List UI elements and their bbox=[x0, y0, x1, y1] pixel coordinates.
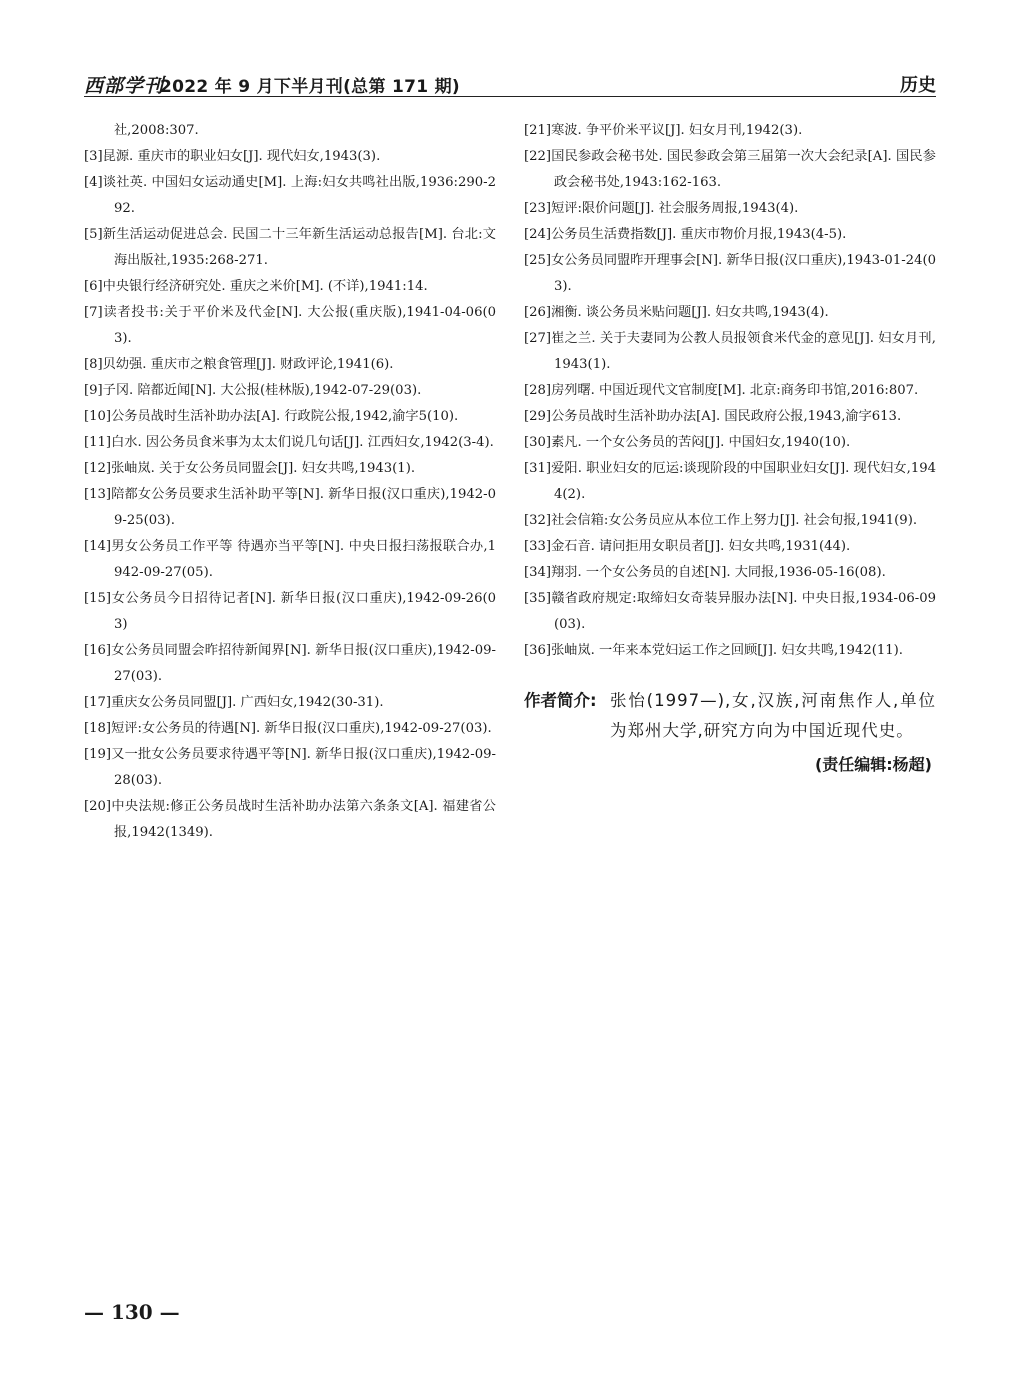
reference-item: [17]重庆女公务员同盟[J]. 广西妇女,1942(30-31). bbox=[84, 695, 384, 710]
reference-item: [11]白水. 因公务员食米事为太太们说几句话[J]. 江西妇女,1942(3-4). bbox=[84, 435, 494, 450]
reference-item: [4]谈社英. 中国妇女运动通史[M]. 上海:妇女共鸣社出版,1936:290-292. bbox=[84, 175, 496, 216]
reference-item: [36]张岫岚. 一年来本党妇运工作之回顾[J]. 妇女共鸣,1942(11). bbox=[524, 643, 903, 658]
reference-item: [35]赣省政府规定:取缔妇女奇装异服办法[N]. 中央日报,1934-06-09(03). bbox=[524, 591, 936, 632]
reference-item: [13]陪都女公务员要求生活补助平等[N]. 新华日报(汉口重庆),1942-09-25(03). bbox=[84, 487, 496, 528]
reference-item: [12]张岫岚. 关于女公务员同盟会[J]. 妇女共鸣,1943(1). bbox=[84, 461, 416, 476]
reference-list-right bbox=[524, 118, 936, 664]
author-bio bbox=[524, 686, 936, 746]
reference-item: [33]金石音. 请问拒用女职员者[J]. 妇女共鸣,1931(44). bbox=[524, 539, 851, 554]
page-number: — 130 — bbox=[84, 1300, 180, 1324]
left-column bbox=[84, 118, 496, 846]
reference-item: [6]中央银行经济研究处. 重庆之米价[M]. (不详),1941:14. bbox=[84, 279, 428, 294]
reference-item: [16]女公务员同盟会昨招待新闻界[N]. 新华日报(汉口重庆),1942-09-27(03). bbox=[84, 643, 496, 684]
responsible-editor: (责任编辑:杨超) bbox=[814, 755, 932, 774]
reference-item: [20]中央法规:修正公务员战时生活补助办法第六条条文[A]. 福建省公报,1942(1349). bbox=[84, 799, 496, 840]
reference-item: [21]寒波. 争平价米平议[J]. 妇女月刊,1942(3). bbox=[524, 123, 803, 138]
reference-item: [29]公务员战时生活补助办法[A]. 国民政府公报,1943,渝字613. bbox=[524, 409, 902, 424]
reference-item: [24]公务员生活费指数[J]. 重庆市物价月报,1943(4-5). bbox=[524, 227, 847, 242]
reference-item: [19]又一批女公务员要求待遇平等[N]. 新华日报(汉口重庆),1942-09-28(03). bbox=[84, 747, 496, 788]
journal-logo: 西部学刊 bbox=[84, 75, 165, 97]
reference-item: [23]短评:限价问题[J]. 社会服务周报,1943(4). bbox=[524, 201, 799, 216]
reference-item: [15]女公务员今日招待记者[N]. 新华日报(汉口重庆),1942-09-26(03) bbox=[84, 591, 496, 632]
page-header bbox=[84, 62, 936, 97]
reference-item: 社,2008:307. bbox=[114, 123, 199, 138]
section-name: 历史 bbox=[900, 75, 936, 96]
author-bio-label: 作者简介: bbox=[524, 691, 597, 710]
reference-item: [32]社会信箱:女公务员应从本位工作上努力[J]. 社会旬报,1941(9). bbox=[524, 513, 918, 528]
reference-item: [22]国民参政会秘书处. 国民参政会第三届第一次大会纪录[A]. 国民参政会秘书处,1943:162-163. bbox=[524, 149, 936, 190]
reference-item: [7]读者投书:关于平价米及代金[N]. 大公报(重庆版),1941-04-06(03). bbox=[84, 305, 496, 346]
right-column bbox=[524, 118, 936, 775]
reference-item: [18]短评:女公务员的待遇[N]. 新华日报(汉口重庆),1942-09-27(03). bbox=[84, 721, 492, 736]
reference-item: [5]新生活运动促进总会. 民国二十三年新生活运动总报告[M]. 台北:文海出版社,1935:268-271. bbox=[84, 227, 496, 268]
reference-item: [8]贝幼强. 重庆市之粮食管理[J]. 财政评论,1941(6). bbox=[84, 357, 394, 372]
reference-item: [10]公务员战时生活补助办法[A]. 行政院公报,1942,渝字5(10). bbox=[84, 409, 459, 424]
reference-item: [25]女公务员同盟昨开理事会[N]. 新华日报(汉口重庆),1943-01-24(03). bbox=[524, 253, 936, 294]
reference-item: [31]爱阳. 职业妇女的厄运:谈现阶段的中国职业妇女[J]. 现代妇女,1944(2). bbox=[524, 461, 936, 502]
reference-item: [30]素凡. 一个女公务员的苦闷[J]. 中国妇女,1940(10). bbox=[524, 435, 851, 450]
reference-item: [26]湘衡. 谈公务员米贴问题[J]. 妇女共鸣,1943(4). bbox=[524, 305, 829, 320]
reference-item: [14]男女公务员工作平等 待遇亦当平等[N]. 中央日报扫荡报联合办,1942-09-27(05). bbox=[84, 539, 496, 580]
author-bio-text: 张怡(1997—),女,汉族,河南焦作人,单位为郑州大学,研究方向为中国近现代史。 bbox=[610, 691, 936, 740]
issue-info: 2022 年 9 月下半月刊(总第 171 期) bbox=[160, 77, 460, 97]
reference-item: [28]房列曙. 中国近现代文官制度[M]. 北京:商务印书馆,2016:807. bbox=[524, 383, 919, 398]
reference-item: [34]翔羽. 一个女公务员的自述[N]. 大同报,1936-05-16(08). bbox=[524, 565, 886, 580]
reference-item: [3]昆源. 重庆市的职业妇女[J]. 现代妇女,1943(3). bbox=[84, 149, 381, 164]
reference-item: [9]子冈. 陪都近闻[N]. 大公报(桂林版),1942-07-29(03). bbox=[84, 383, 422, 398]
reference-item: [27]崔之兰. 关于夫妻同为公教人员报领食米代金的意见[J]. 妇女月刊,1943(1). bbox=[524, 331, 936, 372]
